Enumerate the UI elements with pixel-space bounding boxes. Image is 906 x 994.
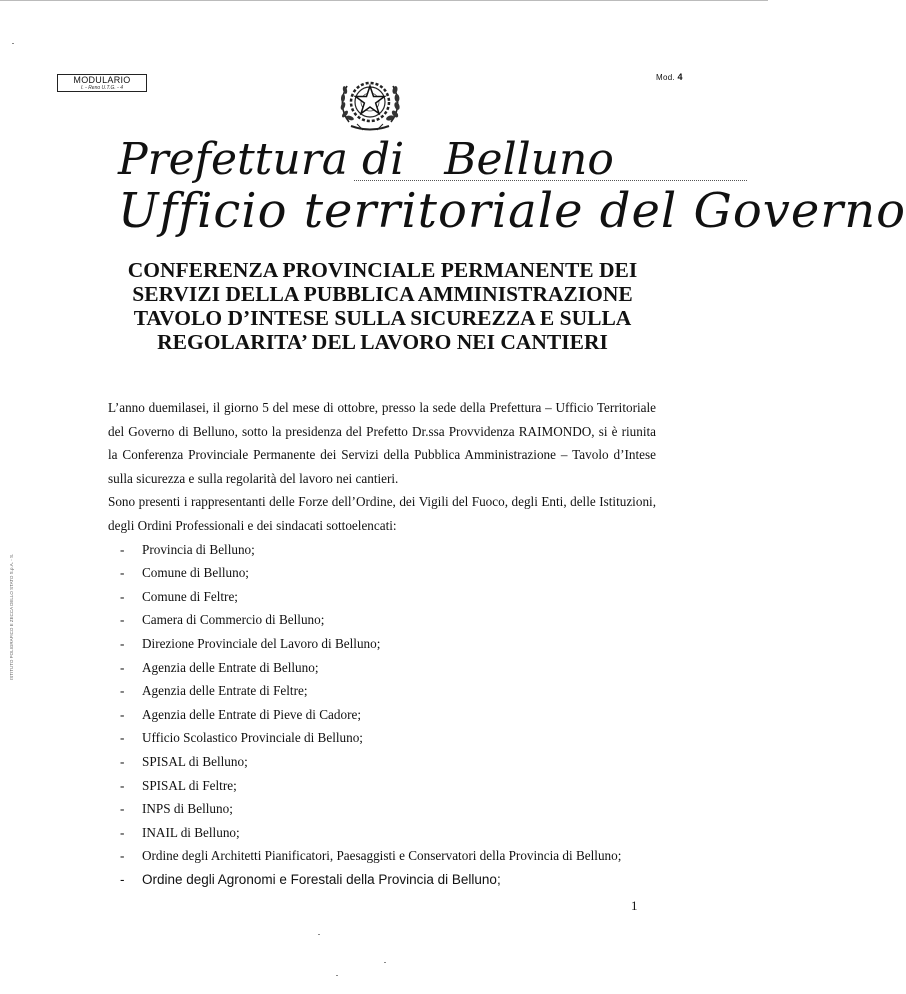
attendees-list <box>108 538 656 892</box>
list-item: - Provincia di Belluno; <box>108 538 656 562</box>
list-item: - Ordine degli Agronomi e Forestali della Provincia di Belluno; <box>108 868 656 892</box>
letterhead-ufficio: Ufficio territoriale del Governo <box>118 183 906 239</box>
letterhead-prefettura-text: Prefettura di <box>118 134 405 185</box>
scan-speck <box>336 975 338 976</box>
title-line-2: SERVIZI DELLA PUBBLICA AMMINISTRAZIONE <box>132 282 633 306</box>
scan-speck <box>12 43 14 44</box>
list-item: - Agenzia delle Entrate di Belluno; <box>108 656 656 680</box>
modulario-box <box>57 74 147 92</box>
printer-side-stamp: ISTITUTO POLIGRAFICO E ZECCA DELLO STATO S.p.A. - S. <box>9 553 14 680</box>
top-border <box>0 0 768 1</box>
title-line-4: REGOLARITA’ DEL LAVORO NEI CANTIERI <box>157 330 608 354</box>
letterhead-city: Belluno <box>444 134 614 185</box>
opening-paragraph: L’anno duemilasei, il giorno 5 del mese di ottobre, presso la sede della Prefettura – Ufficio Territoriale del Governo di Belluno, sotto la presidenza del Prefetto Dr.ssa Provvidenza RAIMONDO, si è riunita la Conferenza Provinciale Permanente dei Servizi della Pubblica Amministrazione – Tavolo d’Intese sulla sicurezza e sulla regolarità del lavoro nei cantieri. <box>108 400 656 486</box>
letterhead-prefettura <box>118 134 614 185</box>
letterhead-dotted-line <box>354 180 747 181</box>
scan-speck <box>384 962 386 963</box>
list-item: - Comune di Belluno; <box>108 561 656 585</box>
mod-number: 4 <box>677 72 683 82</box>
list-item: - INPS di Belluno; <box>108 797 656 821</box>
republic-emblem-icon <box>337 70 403 134</box>
modulario-subtext: I. - Reno U.T.G. - 4 <box>80 85 124 91</box>
attendees-intro-paragraph: Sono presenti i rappresentanti delle Forze dell’Ordine, dei Vigili del Fuoco, degli Enti, delle Istituzioni, degli Ordini Professionali e dei sindacati sottoelencati: <box>108 494 656 533</box>
list-item: - Ordine degli Architetti Pianificatori, Paesaggisti e Conservatori della Provincia di Belluno; <box>108 844 656 868</box>
mod-number-label <box>656 72 683 82</box>
list-item: - SPISAL di Belluno; <box>108 750 656 774</box>
list-item: - Agenzia delle Entrate di Feltre; <box>108 679 656 703</box>
list-item: - Agenzia delle Entrate di Pieve di Cadore; <box>108 703 656 727</box>
page-number: 1 <box>631 898 638 913</box>
scan-speck <box>318 934 320 935</box>
modulario-label: MODULARIO <box>73 75 131 85</box>
list-item: - INAIL di Belluno; <box>108 821 656 845</box>
title-line-1: CONFERENZA PROVINCIALE PERMANENTE DEI <box>127 258 638 282</box>
title-line-3: TAVOLO D’INTESE SULLA SICUREZZA E SULLA <box>133 306 632 330</box>
list-item: - Camera di Commercio di Belluno; <box>108 608 656 632</box>
list-item: - Comune di Feltre; <box>108 585 656 609</box>
document-title <box>90 258 675 354</box>
list-item: - Ufficio Scolastico Provinciale di Belluno; <box>108 726 656 750</box>
mod-prefix: Mod. <box>656 73 675 82</box>
document-body <box>108 396 656 891</box>
list-item: - Direzione Provinciale del Lavoro di Belluno; <box>108 632 656 656</box>
list-item: - SPISAL di Feltre; <box>108 774 656 798</box>
